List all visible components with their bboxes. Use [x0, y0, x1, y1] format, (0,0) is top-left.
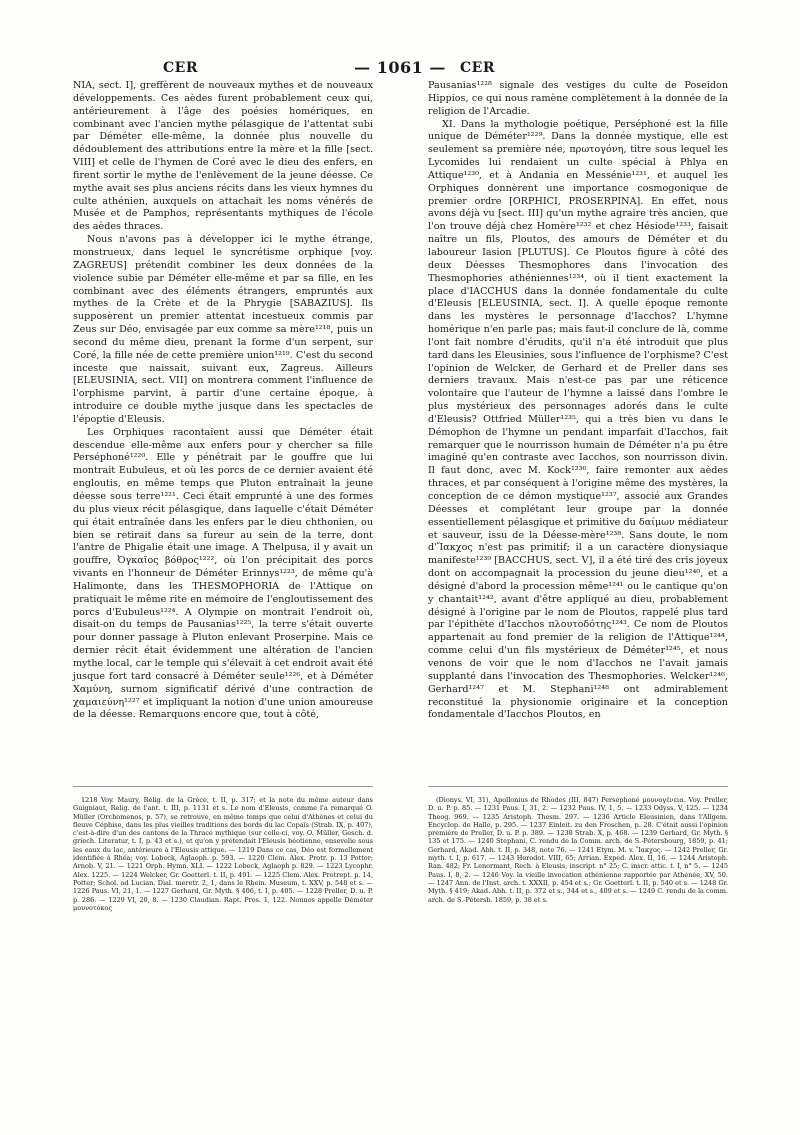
footnote-block: (Dionys. VI, 31), Apollonius de Rhodes (III, 847) Perséphoné μουνογένεια. Voy. Preller, D. u. P. p. 85. — 1231 Paus. I, 31, 2. — 1232 Paus. IV, 1, 5. — 1233 Odyss. V, 125. — 1234 Theog. 969. — 1235 Aristoph. Thesm. 297. — 1236 Article Eleusinien, dans l'Allgem. Encyclop. de Halle, p. 295. — 1237 Einleit. zu den Froschen, p. 28. C'était aussi l'opinion première de Preller, D. u. P. p. 389. — 1238 Strab. X, p. 468. — 1239 Gerhard, Gr. Myth. § 135 et 175. — 1240 Stephani, C. rendu de la Comm. arch. de S.-Pétersbourg, 1859, p. 41; Gerhard, Akad. Abh. t. II, p. 348, note 76. — 1241 Etym. M. v. Ἴακχος. — 1242 Preller, Gr. myth. t. I, p. 617. — 1243 Herodot. VIII, 65; Arrian. Exped. Alex. II, 16. — 1244 Aristoph. Ran. 482; Fr. Lenormant, Rech. à Eleusis, inscript. n° 25; C. inscr. attic. t. I, n° 5. — 1245 Paus. I, 8, 2. — 1246 Voy. la vieille invocation athénienne rapportée par Athénée, XV, 50. — 1247 Ann. de l'Inst. arch. t. XXXII, p. 454 et s.; Gr. Goetterl. t. II, p. 540 et s. — 1248 Gr. Myth. § 419; Akad. Abh. t. II, p. 372 et s., 344 et s., 409 et s. — 1249 C. rendu de la comm. arch. de S.-Pétersb. 1859, p. 38 et s. [428, 796, 728, 904]
footnotes-left [73, 796, 373, 912]
paragraph: Les Orphiques racontaient aussi que Déméter était descendue elle-même aux enfers pour y chercher sa fille Perséphoné¹²²⁰. Elle y pénétrait par le gouffre que lui montrait Eubuleus, et où les porcs de ce dernier avaient été engloutis, en même temps que Pluton entraînait la jeune déesse sous terre¹²²¹. Ceci était emprunté à une des formes du plus vieux récit pélasgique, dans laquelle c'était Déméter qui était entraînée dans les enfers par le dieu chthonien, ou bien se retirait dans sa fureur au sein de la terre, dont l'antre de Phigalie était une image. A Thelpusa, il y avait un gouffre, Ὀγκαῖος βόθρος¹²²², où l'on précipitait des porcs vivants en l'honneur de Déméter Erinnys¹²²³, de même qu'à Halimonte, dans les THESMOPHORIA de l'Attique on pratiquait le même rite en mémoire de l'engloutissement des porcs d'Eubuleus¹²²⁴. A Olympie on montrait l'endroit où, disait-on du temps de Pausanias¹²²⁵, la terre s'était ouverte pour donner passage à Pluton enlevant Proserpine. Mais ce dernier récit était évidemment une altération de l'ancien mythe local, car le temple qui s'élevait à cet endroit avait été jusque fort tard consacré à Déméter seule¹²²⁶, et à Déméter Χαμύνη, surnom significatif dérivé d'une contraction de χαμαιεύνη¹²²⁷ et impliquant la notion d'une union amoureuse de la déesse. Remarquons encore que, tout à côté, [73, 426, 373, 721]
paragraph: NIA, sect. I], greffèrent de nouveaux mythes et de nouveaux développements. Ces aèdes furent probablement ceux qui, antérieurement à l'âge des poésies homériques, en combinant avec l'ancien mythe pélasgique de l'attentat subi par Déméter elle-même, la donnée plus nouvelle du dédoublement des attributions entre la mère et la fille [sect. VIII] et celle de l'hymen de Coré avec le dieu des enfers, en firent sortir le mythe de l'enlèvement de la jeune déesse. Ce mythe avait ses plus anciens récits dans les vieux hymnes du culte athénien, auxquels on attachait les noms vénérés de Musée et de Pamphos, représentants mythiques de l'école des aèdes thraces. [73, 80, 373, 233]
running-head-right: CER [460, 60, 495, 76]
footnotes-right [428, 796, 728, 904]
paragraph: XI. Dans la mythologie poétique, Perséphoné est la fille unique de Déméter¹²²⁹. Dans la donnée mystique, elle est seulement sa première née, πρωτογόνη, titre sous lequel les Lycomides lui rendaient un culte spécial à Phlya en Attique¹²³⁰, et à Andania en Messénie¹²³¹, et auquel les Orphiques donnèrent une importance cosmogonique de premier ordre [ORPHICI, PROSERPINA]. En effet, nous avons déjà vu [sect. III] qu'un mythe agraire très ancien, que l'on trouve déjà chez Homère¹²³² et chez Hésiode¹²³³, faisait naître un fils, Ploutos, des amours de Déméter et du laboureur Iasion [PLUTUS]. Ce Ploutos figure à côté des deux Déesses Thesmophores dans l'invocation des Thesmophories athéniennes¹²³⁴, où il tient exactement la place d'IACCHUS dans la donnée fondamentale du culte d'Eleusis [ELEUSINIA, sect. I]. A quelle époque remonte dans les mystères le personnage d'Iacchos? L'hymne homérique n'en parle pas; mais faut-il conclure de là, comme l'ont fait nombre d'érudits, qu'il n'a été introduit que plus tard dans les Eleusinies, sous l'influence de l'orphisme? C'est l'opinion de Welcker, de Gerhard et de Preller dans ses derniers travaux. Mais n'est-ce pas par une réticence volontaire que l'auteur de l'hymne a laissé dans l'ombre le plus mystérieux des personnages adorés dans le culte d'Eleusis? Ottfried Müller¹²³⁵, qui a très bien vu dans le Démophon de l'hymne un pendant imparfait d'Iacchos, fait remarquer que le nourrisson humain de Déméter n'a pu être imaginé qu'en contraste avec Iacchos, son nourrisson divin. Il faut donc, avec M. Kock¹²³⁶, faire remonter aux aèdes thraces, et par conséquent à l'origine même des mystères, la conception de ce démon mystique¹²³⁷, associé aux Grandes Déesses et complétant leur groupe par la donnée essentiellement pélasgique et primitive du δαίμων médiateur et sauveur, issu de la Déesse-mère¹²³⁸. Sans doute, le nom d'Ἴακχος n'est pas primitif; il a un caractère dionysiaque manifeste¹²³⁹ [BACCHUS, sect. V], il a été tiré des cris joyeux dont on accompagnait la procession du jeune dieu¹²⁴⁰, et a désigné d'abord la procession même¹²⁴¹ ou le cantique qu'on y chantait¹²⁴², avant d'être appliqué au dieu, probablement désigné à l'origine par le nom de Ploutos, rappelé plus tard par l'épithète d'Iacchos πλουτοδότης¹²⁴³. Ce nom de Ploutos appartenait au fond premier de la religion de l'Attique¹²⁴⁴, comme celui d'un fils mystérieux de Déméter¹²⁴⁵, et nous venons de voir que le nom d'Iacchos ne l'avait jamais supplanté dans l'invocation des Thesmophories. Welcker¹²⁴⁶, Gerhard¹²⁴⁷ et M. Stephani¹²⁴⁸ ont admirablement reconstitué la physionomie originaire et la conception fondamentale d'Iacchos Ploutos, en [428, 118, 728, 721]
footnote-divider [73, 786, 373, 787]
footnote-divider [428, 786, 728, 787]
running-head-left: CER [163, 60, 198, 76]
paragraph: Pausanias¹²²⁸ signale des vestiges du culte de Poseidon Hippios, ce qui nous ramène complètement à la donnée de la religion de l'Arcadie. [428, 80, 728, 117]
left-column [73, 80, 373, 722]
paragraph: Nous n'avons pas à développer ici le mythe étrange, monstrueux, dans lequel le syncrétisme orphique [voy. ZAGREUS] prétendit combiner les deux données de la violence subie par Déméter elle-même et par sa fille, en les combinant avec des éléments étrangers, empruntés aux mythes de la Crète et de la Phrygie [SABAZIUS]. Ils supposèrent un premier attentat incestueux commis par Zeus sur Déo, envisagée par eux comme sa mère¹²¹⁸, puis un second du même dieu, prenant la forme d'un serpent, sur Coré, la fille née de cette première union¹²¹⁹. C'est du second inceste que naissait, suivant eux, Zagreus. Ailleurs [ELEUSINIA, sect. VII] on montrera comment l'influence de l'orphisme parvint, à partir d'une certaine époque, à introduire ce double mythe jusque dans les spectacles de l'époptie d'Eleusis. [73, 234, 373, 425]
footnote-block: 1218 Voy. Maury, Relig. de la Grèce, t. II, p. 317; et la note du même auteur dans Guigniaut, Relig. de l'ant. t. III, p. 1131 et s. Le nom d'Eleusis, comme l'a remarqué O. Müller (Orchomenos, p. 57), se retrouve, en même temps que celui d'Athènes et celui du fleuve Céphise, dans les plus vieilles traditions des bords du lac Copaïs (Strab. IX, p. 407), c'est-à-dire d'un des cantons de la Thrace mythique (sur celle-ci, voy. O. Müller, Gesch. d. griech. Literatur, t. I, p. 43 et s.), et qu'on y prétendait l'Eleusis béotienne, ensevelie sous les eaux du lac, antérieure à l'Eleusis attique. — 1219 Dans ce cas, Déo est formellement identifiée à Rhéa; voy. Lobeck, Aglaoph. p. 593. — 1220 Clem. Alex. Protr. p. 13 Potter; Arnob. V, 21. — 1221 Orph. Hymn. XLI. — 1222 Lobeck, Aglaoph p. 829. — 1223 Lycophr. Alex. 1225. — 1224 Welcker, Gr. Goetterl. t. II, p. 491. — 1225 Clem. Alex. Protrept. p. 14, Potter; Schol. ad Lucian. Dial. meretr. 2, 1, dans le Rhein. Museum, t. XXV, p. 548 et s. — 1226 Paus. VI, 21, 1. — 1227 Gerhard, Gr. Myth. § 406, t. I, p. 405. — 1228 Preller, D. u. P. p. 286. — 1229 VI, 20, 8. — 1230 Claudian. Rapt. Pros. 1, 122. Nonnos appelle Déméter μουνοτόκος [73, 796, 373, 912]
right-column [428, 80, 728, 722]
page-number: — 1061 — [354, 58, 446, 77]
